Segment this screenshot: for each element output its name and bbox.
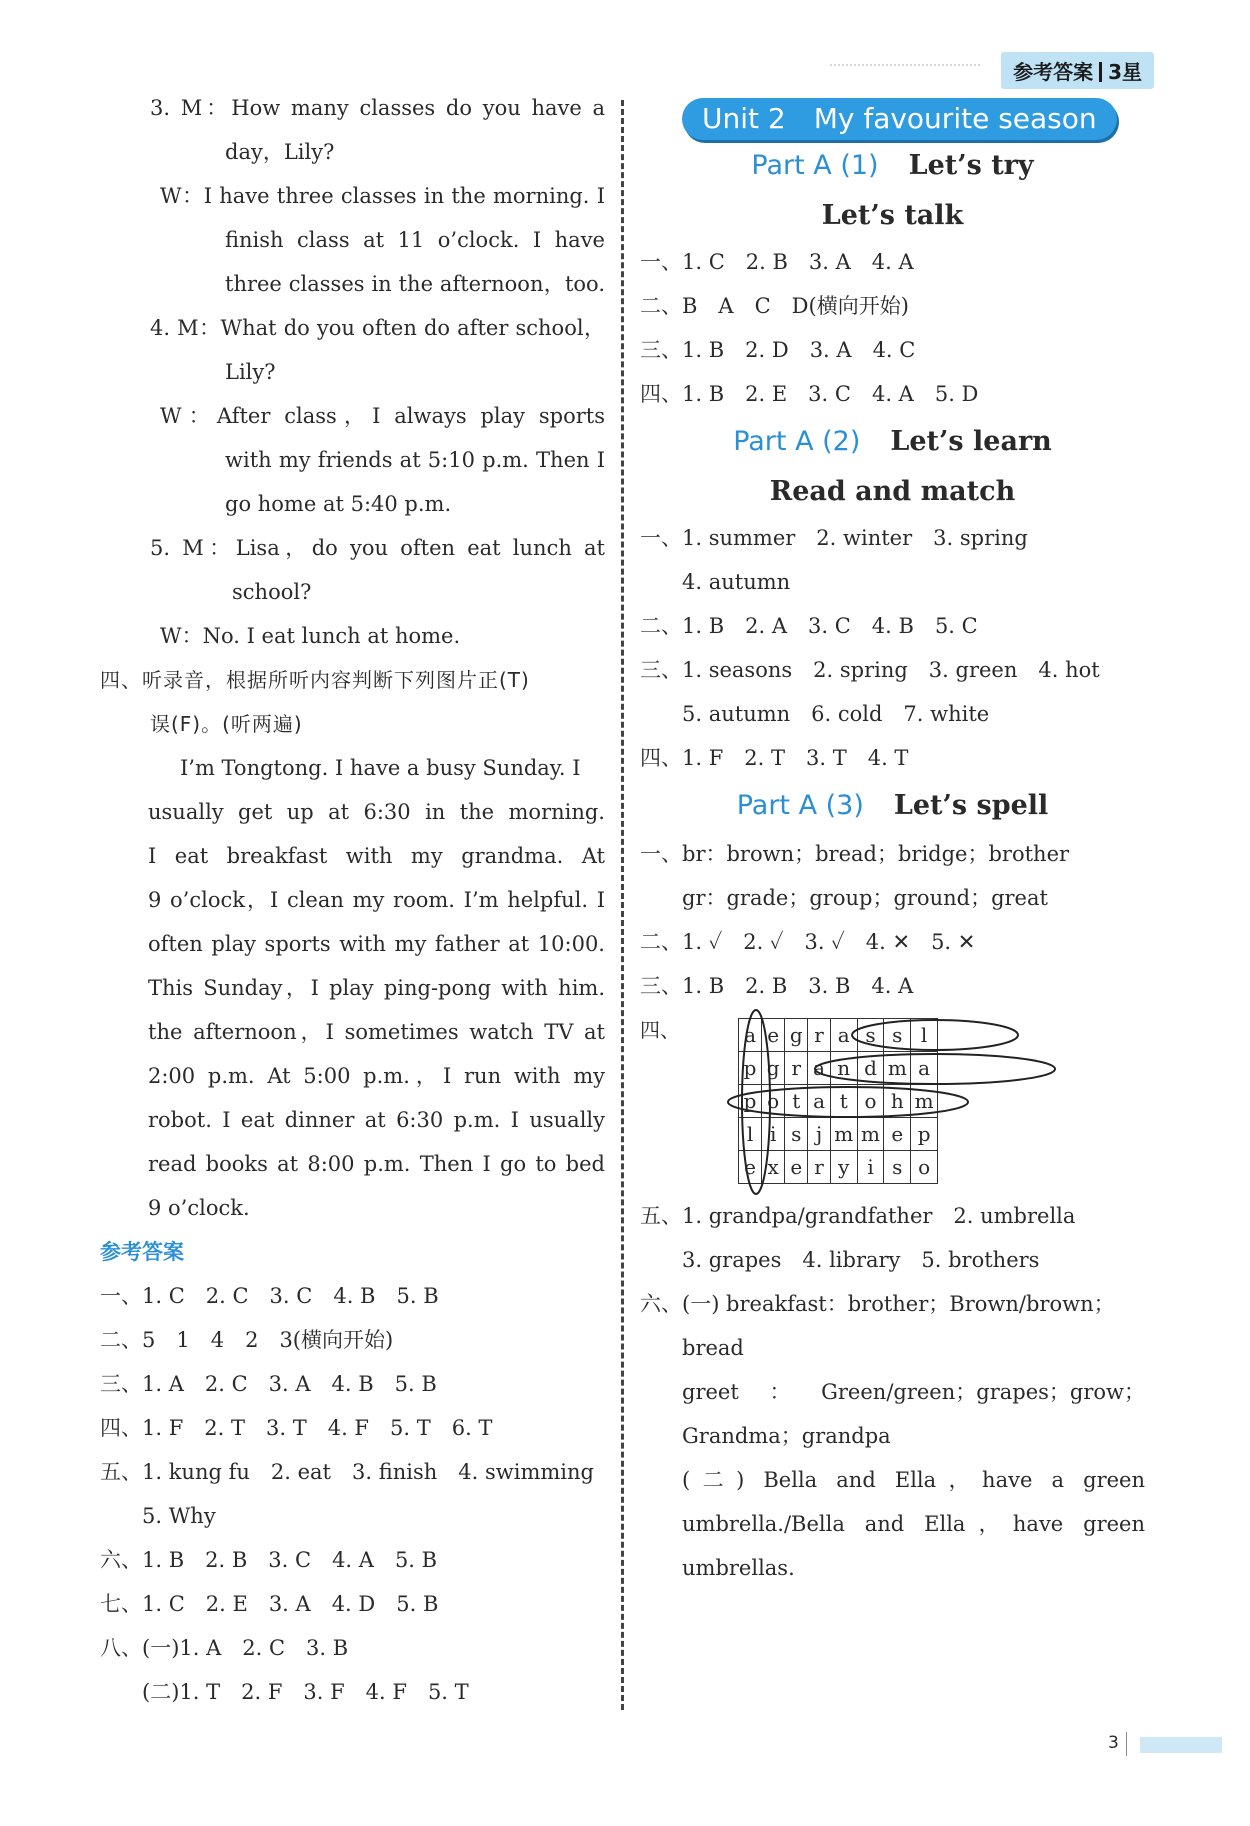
grid-cell: n [830,1052,857,1085]
grid-cell: o [911,1151,938,1184]
answer-line: 一、br：brown；bread；bridge；brother [640,842,1070,866]
grid-cell: a [739,1019,762,1052]
answer-line: 四、1. B 2. E 3. C 4. A 5. D [640,382,979,406]
part-subheading: Let’s talk [821,200,964,231]
grid-cell: m [884,1052,911,1085]
grid-cell: l [911,1019,938,1052]
answer-line: 三、1. B 2. D 3. A 4. C [640,338,916,362]
grid-cell: l [739,1118,762,1151]
part-heading [640,140,1145,192]
part-title: Let’s spell [893,790,1049,821]
grid-cell: t [830,1085,857,1118]
passage-line: usually get up at 6:30 in the morning. [148,800,605,824]
grid-cell: j [808,1118,831,1151]
answer-line: greet：Green/green；grapes；grow； [682,1380,1145,1404]
answer-line: 5. autumn 6. cold 7. white [682,702,990,726]
transcript-line: 5. M：Lisa，do you often eat lunch at [150,536,605,560]
grid-cell: s [884,1019,911,1052]
answer-line: 二、1. B 2. A 3. C 4. B 5. C [640,614,978,638]
answer-line: 六、(一) breakfast：brother；Brown/brown； [640,1292,1115,1316]
answer-line: 二、5 1 4 2 3(横向开始) [100,1328,394,1352]
grid-cell: o [857,1085,884,1118]
grid-cell: p [739,1052,762,1085]
part-subheading: Read and match [769,476,1016,507]
part-heading [640,416,1145,468]
answer-line: 4. autumn [682,570,791,594]
page-number-divider [1126,1732,1127,1756]
grid-cell: y [830,1151,857,1184]
unit-banner: Unit 2 My favourite season [682,98,1117,140]
right-column [640,86,1145,1590]
left-column [100,86,605,1714]
grid-cell: r [808,1019,831,1052]
grid-cell: i [857,1151,884,1184]
grid-cell: o [762,1085,785,1118]
answer-line: (二) Bella and Ella，have a green [682,1468,1145,1492]
oval-potato [728,1087,968,1117]
grid-cell: a [808,1085,831,1118]
oval-apple [742,1010,770,1194]
grid-cell: g [762,1052,785,1085]
grid-cell: a [830,1019,857,1052]
header-tag [1001,52,1154,89]
answer-line: 七、1. C 2. E 3. A 4. D 5. B [100,1592,439,1616]
answer-line: 三、1. B 2. B 3. B 4. A [640,974,914,998]
grid-cell: m [857,1118,884,1151]
answer-line: 一、1. summer 2. winter 3. spring [640,526,1028,550]
answer-line: 3. grapes 4. library 5. brothers [682,1248,1040,1272]
grid-cell: s [785,1118,808,1151]
transcript-line: with my friends at 5:10 p.m. Then I [225,448,605,472]
passage-line: robot. I eat dinner at 6:30 p.m. I usually [148,1108,605,1132]
header-dotted-line [830,64,980,66]
grid-cell: r [785,1052,808,1085]
grid-cell: m [830,1118,857,1151]
transcript-line: day，Lily? [225,140,335,164]
header-level: 3星 [1108,60,1142,84]
page-number: 3 [1108,1733,1119,1753]
transcript-line: W：No. I eat lunch at home. [160,624,461,648]
grid-cell: e [739,1151,762,1184]
oval-grandma [815,1054,1055,1084]
grid-cell: s [857,1019,884,1052]
grid-cell: a [808,1052,831,1085]
answer-line: 二、1. ✓ 2. ✓ 3. ✓ 4. ✕ 5. ✕ [640,930,976,954]
passage-line: This Sunday，I play ping-pong with him. [148,976,605,1000]
grid-cell: x [762,1151,785,1184]
transcript-line: 4. M：What do you often do after school， [150,316,605,340]
grid-cell: i [762,1118,785,1151]
passage-line: I eat breakfast with my grandma. At [148,844,605,868]
part-heading [640,780,1145,832]
answer-line: umbrella./Bella and Ella，have green [682,1512,1145,1536]
oval-grass [852,1020,1018,1050]
passage-line: often play sports with my father at 10:00. [148,932,605,956]
passage-line: I’m Tongtong. I have a busy Sunday. I [180,756,581,780]
grid-cell: g [785,1019,808,1052]
answer-line: 四、1. F 2. T 3. T 4. F 5. T 6. T [100,1416,493,1440]
answer-line: 二、B A C D(横向开始) [640,294,909,318]
part-title: Let’s learn [890,426,1052,457]
answer-line: 五、1. grandpa/grandfather 2. umbrella [640,1204,1076,1228]
grid-cell: p [739,1085,762,1118]
header-separator [1099,62,1102,82]
transcript-line: Lily? [225,360,276,384]
transcript-line: W：After class，I always play sports [160,404,605,428]
grid-cell: e [785,1151,808,1184]
answer-key-title: 参考答案 [100,1240,184,1264]
answer-line: 一、1. C 2. C 3. C 4. B 5. B [100,1284,439,1308]
grid-cell: t [785,1085,808,1118]
transcript-line: finish class at 11 o’clock. I have [225,228,605,252]
passage-line: 9 o’clock. [148,1196,250,1220]
passage-line: 2:00 p.m. At 5:00 p.m.，I run with my [148,1064,605,1088]
grid-cell: r [808,1151,831,1184]
passage-line: 9 o’clock，I clean my room. I’m helpful. I [148,888,605,912]
answer-line: 三、1. seasons 2. spring 3. green 4. hot [640,658,1100,682]
passage-line: read books at 8:00 p.m. Then I go to bed [148,1152,605,1176]
answer-line: umbrellas. [682,1556,795,1580]
grid-cell: h [884,1085,911,1118]
transcript-line: three classes in the afternoon，too. [225,272,605,296]
answer-line: Grandma；grandpa [682,1424,891,1448]
grid-cell: s [884,1151,911,1184]
header-label: 参考答案 [1013,60,1094,84]
passage-line: the afternoon，I sometimes watch TV at [148,1020,605,1044]
section-instruction: 误(F)。(听两遍) [150,712,303,736]
transcript-line: 3. M：How many classes do you have a [150,96,605,120]
transcript-line: school? [232,580,312,604]
grid-cell: a [911,1052,938,1085]
part-label: Part A (3) [736,790,864,821]
answer-line: 五、1. kung fu 2. eat 3. finish 4. swimming [100,1460,594,1484]
part-title: Let’s try [908,150,1034,181]
page-number-bar [1140,1737,1222,1753]
answer-line: 八、(一)1. A 2. C 3. B [100,1636,349,1660]
part-label: Part A (1) [751,150,879,181]
section-instruction: 四、听录音，根据所听内容判断下列图片正(T) [100,668,530,692]
answer-line: bread [682,1336,744,1360]
grid-cell: m [911,1085,938,1118]
part-label: Part A (2) [733,426,861,457]
answer-line: (二)1. T 2. F 3. F 4. F 5. T [142,1680,469,1704]
answer-line: gr：grade；group；ground；great [682,886,1048,910]
column-divider [621,100,624,1710]
transcript-line: go home at 5:40 p.m. [225,492,452,516]
grid-cell: p [911,1118,938,1151]
grid-label: 四、 [640,1018,680,1042]
answer-line: 一、1. C 2. B 3. A 4. A [640,250,914,274]
answer-line: 六、1. B 2. B 3. C 4. A 5. B [100,1548,438,1572]
grid-cell: d [857,1052,884,1085]
transcript-line: W：I have three classes in the morning. I [160,184,605,208]
grid-cell: e [762,1019,785,1052]
answer-line: 四、1. F 2. T 3. T 4. T [640,746,909,770]
answer-line: 5. Why [142,1504,216,1528]
word-search-ovals [728,1014,1048,1214]
grid-cell: e [884,1118,911,1151]
answer-line: 三、1. A 2. C 3. A 4. B 5. B [100,1372,437,1396]
word-search [640,1014,938,1194]
